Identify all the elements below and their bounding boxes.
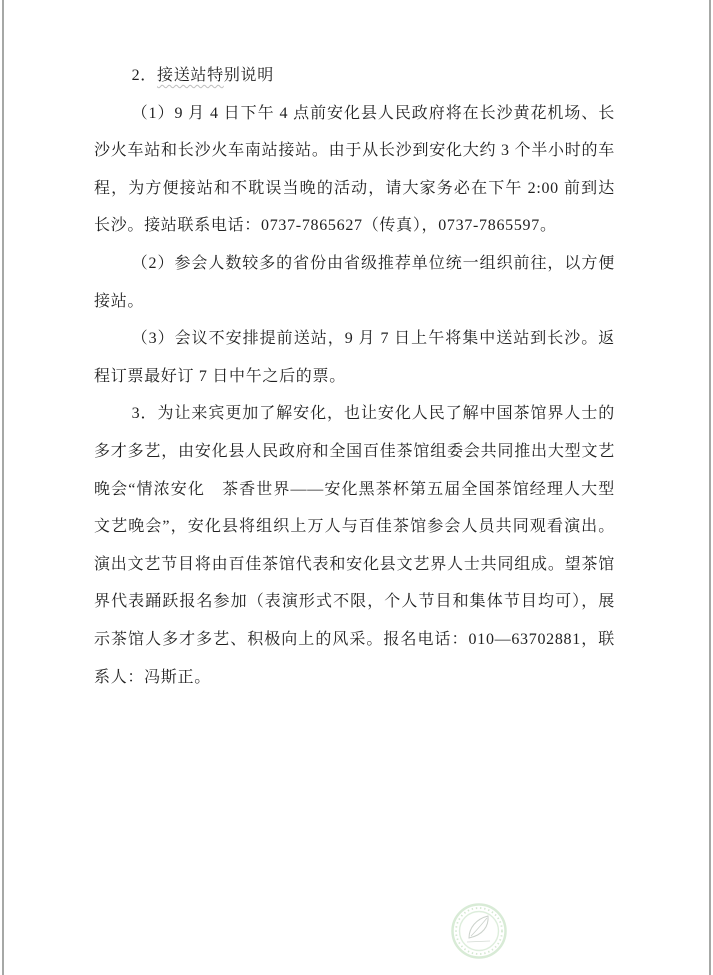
seal-inner-ring bbox=[460, 912, 499, 951]
seal-graphic bbox=[450, 902, 508, 960]
paragraph-group-travel: （2）参会人数较多的省份由省级推荐单位统一组织前往，以方便接站。 bbox=[94, 254, 615, 310]
paragraph-departure: （3）会议不安排提前送站，9 月 7 日上午将集中送站到长沙。返程订票最好订 7 日中午之后的票。 bbox=[94, 330, 615, 385]
seal-outer-ring bbox=[453, 905, 506, 958]
section-heading-rest: 别说明 bbox=[223, 67, 274, 84]
paragraph-gala-evening: 3．为让来宾更加了解安化，也让安化人民了解中国茶馆界人士的多才多艺，由安化县人民政府和全国百佳茶馆组委会共同推出大型文艺晚会“情浓安化 茶香世界——安化黑茶杯第五届全国茶馆经理人大型文艺晚会”，安化县将组织上万人与百佳茶馆参会人员共同观看演出。演出文艺节目将由百佳茶馆代表和安化县文艺界人士共同组成。望茶馆界代表踊跃报名参加（表演形式不限，个人节目和集体节目均可），展示茶馆人多才多艺、积极向上的风采。报名电话：010—63702881，联系人：冯斯正。 bbox=[94, 405, 615, 686]
watermark-seal bbox=[450, 902, 508, 960]
seal-caption-line bbox=[467, 941, 490, 942]
leaf-icon bbox=[467, 916, 490, 942]
document-content bbox=[94, 0, 615, 696]
seal-text-ring bbox=[456, 908, 502, 954]
section-heading bbox=[94, 57, 615, 95]
page-left-edge-line bbox=[2, 0, 4, 975]
page-right-edge-line bbox=[709, 0, 711, 975]
section-heading-underlined-text: 接送站特 bbox=[157, 67, 224, 84]
section-heading-number: 2． bbox=[131, 67, 157, 84]
paragraph-pickup-stations: （1）9 月 4 日下午 4 点前安化县人民政府将在长沙黄花机场、长沙火车站和长沙火车南站接站。由于从长沙到安化大约 3 个半小时的车程，为方便接站和不耽误当晚的活动，请大家务必在下午 2:00 前到达长沙。接站联系电话：0737-7865627（传真），0737-7865597。 bbox=[94, 104, 615, 235]
